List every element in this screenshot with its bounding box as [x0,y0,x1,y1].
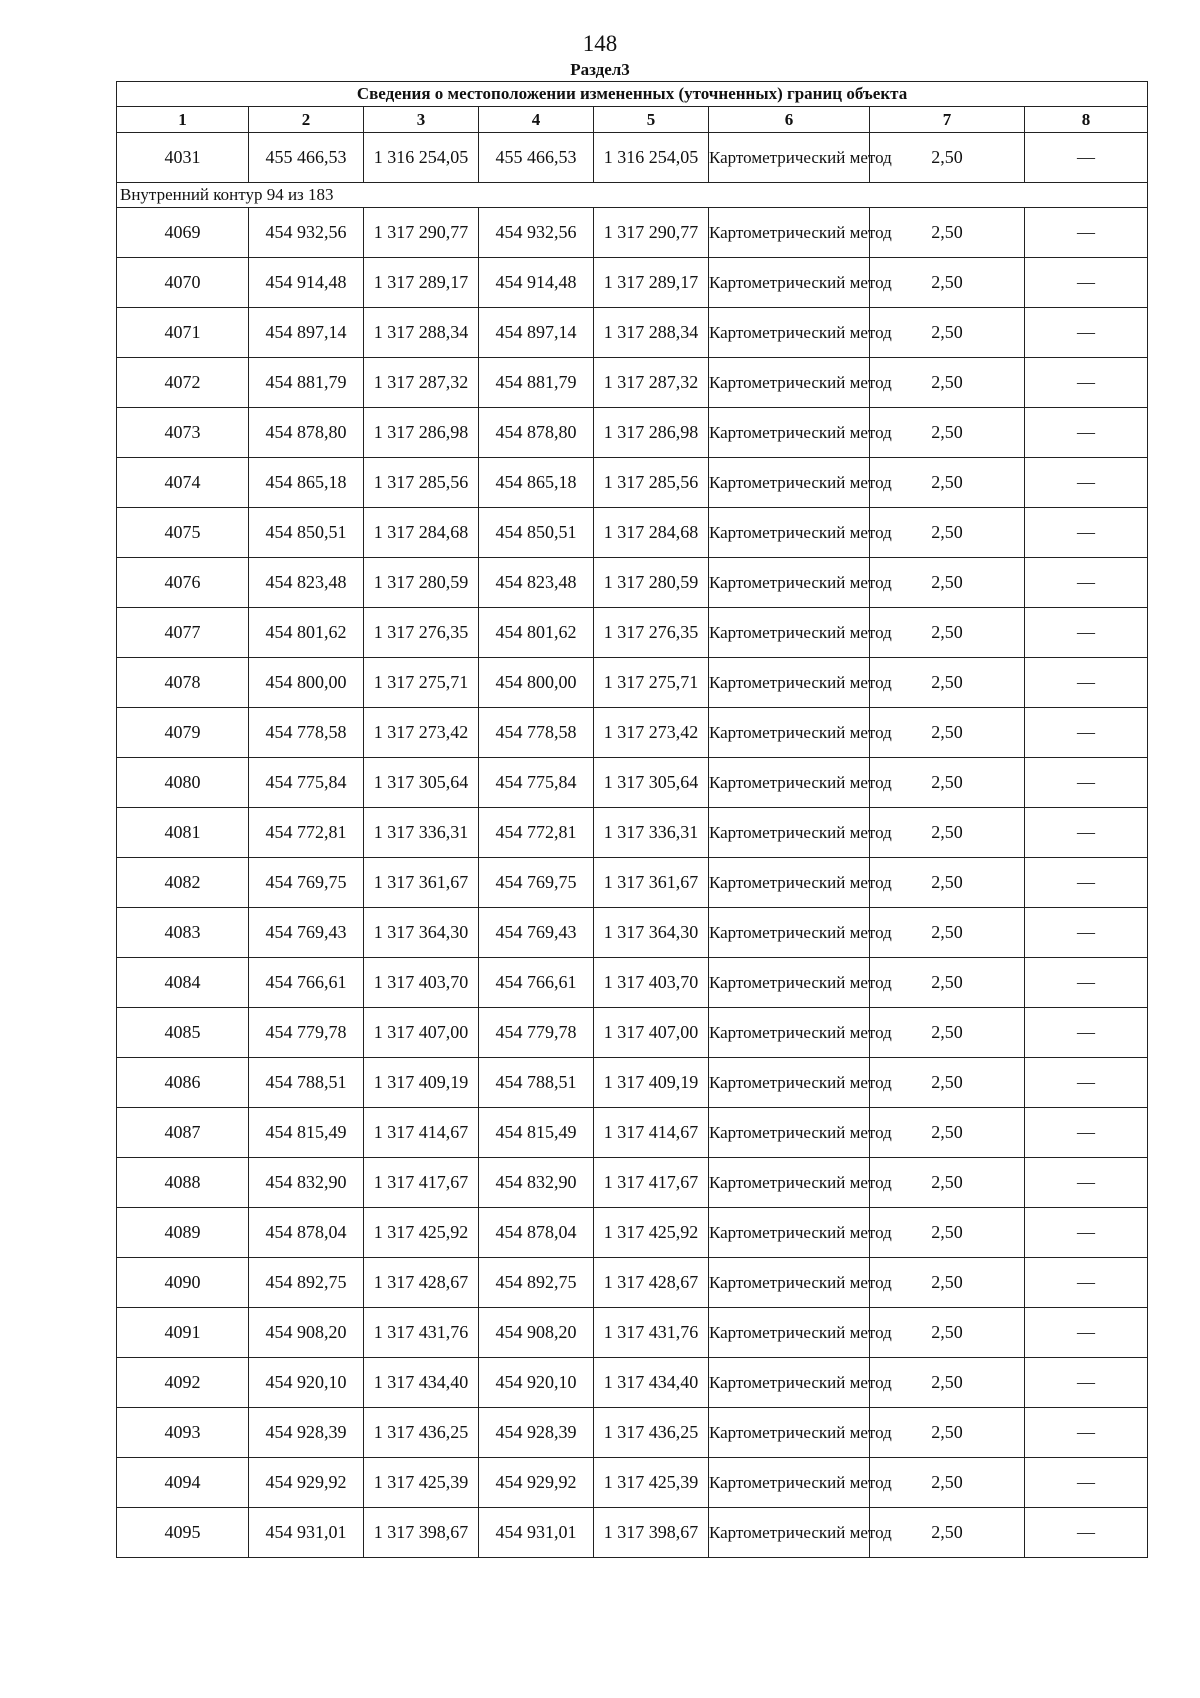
boundary-coordinates-table [116,81,1148,1558]
x-existing-cell: 454 788,51 [249,1058,364,1108]
point-number-cell: 4086 [117,1058,249,1108]
y-refined-cell: 1 317 436,25 [594,1408,709,1458]
point-number-cell: 4081 [117,808,249,858]
method-cell: Картометрический метод [709,1108,870,1158]
x-refined-cell: 454 865,18 [479,458,594,508]
method-cell: Картометрический метод [709,808,870,858]
point-number-cell: 4093 [117,1408,249,1458]
note-cell: — [1025,408,1148,458]
table-row [117,608,1148,658]
x-refined-cell: 454 878,80 [479,408,594,458]
point-number-cell: 4095 [117,1508,249,1558]
point-number-cell: 4077 [117,608,249,658]
accuracy-cell: 2,50 [870,408,1025,458]
method-cell: Картометрический метод [709,1208,870,1258]
table-row [117,858,1148,908]
note-cell: — [1025,758,1148,808]
note-cell: — [1025,808,1148,858]
table-row [117,208,1148,258]
x-refined-cell: 454 832,90 [479,1158,594,1208]
y-existing-cell: 1 316 254,05 [364,133,479,183]
y-refined-cell: 1 316 254,05 [594,133,709,183]
accuracy-cell: 2,50 [870,508,1025,558]
table-row [117,1058,1148,1108]
y-refined-cell: 1 317 273,42 [594,708,709,758]
note-cell: — [1025,908,1148,958]
method-cell: Картометрический метод [709,1408,870,1458]
table-caption: Сведения о местоположении измененных (уточненных) границ объекта [117,82,1148,107]
point-number-cell: 4074 [117,458,249,508]
note-cell: — [1025,1508,1148,1558]
accuracy-cell: 2,50 [870,1408,1025,1458]
y-refined-cell: 1 317 275,71 [594,658,709,708]
y-existing-cell: 1 317 361,67 [364,858,479,908]
method-cell: Картометрический метод [709,1358,870,1408]
point-number-cell: 4084 [117,958,249,1008]
y-refined-cell: 1 317 417,67 [594,1158,709,1208]
contour-label-row [117,183,1148,208]
point-number-cell: 4092 [117,1358,249,1408]
x-refined-cell: 454 788,51 [479,1058,594,1108]
y-existing-cell: 1 317 289,17 [364,258,479,308]
column-number: 3 [364,107,479,133]
x-existing-cell: 454 931,01 [249,1508,364,1558]
table-body [117,133,1148,1558]
x-refined-cell: 454 815,49 [479,1108,594,1158]
point-number-cell: 4078 [117,658,249,708]
note-cell: — [1025,508,1148,558]
x-refined-cell: 455 466,53 [479,133,594,183]
x-existing-cell: 454 769,43 [249,908,364,958]
y-existing-cell: 1 317 417,67 [364,1158,479,1208]
accuracy-cell: 2,50 [870,708,1025,758]
x-existing-cell: 454 775,84 [249,758,364,808]
x-refined-cell: 454 932,56 [479,208,594,258]
x-refined-cell: 454 801,62 [479,608,594,658]
accuracy-cell: 2,50 [870,258,1025,308]
y-refined-cell: 1 317 280,59 [594,558,709,608]
note-cell: — [1025,1058,1148,1108]
point-number-cell: 4091 [117,1308,249,1358]
y-refined-cell: 1 317 289,17 [594,258,709,308]
method-cell: Картометрический метод [709,1258,870,1308]
x-refined-cell: 454 878,04 [479,1208,594,1258]
table-row [117,658,1148,708]
table-row [117,908,1148,958]
method-cell: Картометрический метод [709,1508,870,1558]
table-row [117,258,1148,308]
y-existing-cell: 1 317 273,42 [364,708,479,758]
x-existing-cell: 454 878,04 [249,1208,364,1258]
y-refined-cell: 1 317 284,68 [594,508,709,558]
x-existing-cell: 454 832,90 [249,1158,364,1208]
method-cell: Картометрический метод [709,558,870,608]
column-number: 8 [1025,107,1148,133]
y-existing-cell: 1 317 398,67 [364,1508,479,1558]
x-refined-cell: 454 931,01 [479,1508,594,1558]
table-row [117,758,1148,808]
table-row [117,1508,1148,1558]
accuracy-cell: 2,50 [870,558,1025,608]
note-cell: — [1025,958,1148,1008]
x-refined-cell: 454 779,78 [479,1008,594,1058]
note-cell: — [1025,658,1148,708]
table-row [117,408,1148,458]
point-number-cell: 4076 [117,558,249,608]
table-row [117,508,1148,558]
y-existing-cell: 1 317 434,40 [364,1358,479,1408]
x-refined-cell: 454 823,48 [479,558,594,608]
y-existing-cell: 1 317 288,34 [364,308,479,358]
point-number-cell: 4069 [117,208,249,258]
accuracy-cell: 2,50 [870,358,1025,408]
table-row [117,308,1148,358]
section-title: Раздел3 [570,60,630,79]
x-refined-cell: 454 920,10 [479,1358,594,1408]
table-row [117,808,1148,858]
method-cell: Картометрический метод [709,133,870,183]
note-cell: — [1025,1408,1148,1458]
method-cell: Картометрический метод [709,658,870,708]
accuracy-cell: 2,50 [870,958,1025,1008]
x-existing-cell: 454 929,92 [249,1458,364,1508]
accuracy-cell: 2,50 [870,1458,1025,1508]
note-cell: — [1025,858,1148,908]
y-existing-cell: 1 317 276,35 [364,608,479,658]
column-number: 6 [709,107,870,133]
x-existing-cell: 454 897,14 [249,308,364,358]
y-refined-cell: 1 317 287,32 [594,358,709,408]
y-existing-cell: 1 317 425,92 [364,1208,479,1258]
method-cell: Картометрический метод [709,208,870,258]
column-number: 1 [117,107,249,133]
x-existing-cell: 454 920,10 [249,1358,364,1408]
point-number-cell: 4090 [117,1258,249,1308]
accuracy-cell: 2,50 [870,1008,1025,1058]
x-refined-cell: 454 914,48 [479,258,594,308]
x-existing-cell: 454 878,80 [249,408,364,458]
point-number-cell: 4031 [117,133,249,183]
x-refined-cell: 454 766,61 [479,958,594,1008]
x-existing-cell: 454 766,61 [249,958,364,1008]
y-existing-cell: 1 317 305,64 [364,758,479,808]
accuracy-cell: 2,50 [870,1158,1025,1208]
contour-label: Внутренний контур 94 из 183 [117,183,1148,208]
table-row [117,1458,1148,1508]
y-refined-cell: 1 317 403,70 [594,958,709,1008]
x-existing-cell: 454 815,49 [249,1108,364,1158]
y-refined-cell: 1 317 276,35 [594,608,709,658]
method-cell: Картометрический метод [709,258,870,308]
accuracy-cell: 2,50 [870,858,1025,908]
y-existing-cell: 1 317 280,59 [364,558,479,608]
method-cell: Картометрический метод [709,408,870,458]
y-refined-cell: 1 317 285,56 [594,458,709,508]
point-number-cell: 4094 [117,1458,249,1508]
note-cell: — [1025,608,1148,658]
column-number: 2 [249,107,364,133]
note-cell: — [1025,1308,1148,1358]
y-existing-cell: 1 317 403,70 [364,958,479,1008]
accuracy-cell: 2,50 [870,208,1025,258]
note-cell: — [1025,1158,1148,1208]
note-cell: — [1025,708,1148,758]
accuracy-cell: 2,50 [870,908,1025,958]
x-existing-cell: 454 928,39 [249,1408,364,1458]
x-existing-cell: 454 772,81 [249,808,364,858]
y-existing-cell: 1 317 407,00 [364,1008,479,1058]
accuracy-cell: 2,50 [870,1508,1025,1558]
y-refined-cell: 1 317 414,67 [594,1108,709,1158]
table-row [117,458,1148,508]
y-refined-cell: 1 317 288,34 [594,308,709,358]
y-existing-cell: 1 317 414,67 [364,1108,479,1158]
point-number-cell: 4080 [117,758,249,808]
x-existing-cell: 455 466,53 [249,133,364,183]
table-row [117,1158,1148,1208]
y-refined-cell: 1 317 428,67 [594,1258,709,1308]
page-number: 148 [582,31,618,56]
x-refined-cell: 454 928,39 [479,1408,594,1458]
method-cell: Картометрический метод [709,1458,870,1508]
y-refined-cell: 1 317 409,19 [594,1058,709,1108]
x-existing-cell: 454 908,20 [249,1308,364,1358]
accuracy-cell: 2,50 [870,608,1025,658]
x-refined-cell: 454 772,81 [479,808,594,858]
point-number-cell: 4089 [117,1208,249,1258]
point-number-cell: 4072 [117,358,249,408]
note-cell: — [1025,1008,1148,1058]
note-cell: — [1025,208,1148,258]
note-cell: — [1025,1208,1148,1258]
point-number-cell: 4079 [117,708,249,758]
accuracy-cell: 2,50 [870,658,1025,708]
method-cell: Картометрический метод [709,858,870,908]
x-refined-cell: 454 850,51 [479,508,594,558]
x-refined-cell: 454 769,75 [479,858,594,908]
y-refined-cell: 1 317 364,30 [594,908,709,958]
accuracy-cell: 2,50 [870,1258,1025,1308]
y-existing-cell: 1 317 436,25 [364,1408,479,1458]
x-existing-cell: 454 801,62 [249,608,364,658]
x-refined-cell: 454 892,75 [479,1258,594,1308]
y-refined-cell: 1 317 336,31 [594,808,709,858]
x-existing-cell: 454 865,18 [249,458,364,508]
y-existing-cell: 1 317 336,31 [364,808,479,858]
x-refined-cell: 454 800,00 [479,658,594,708]
y-existing-cell: 1 317 286,98 [364,408,479,458]
table-row [117,958,1148,1008]
table-row [117,708,1148,758]
y-refined-cell: 1 317 305,64 [594,758,709,808]
note-cell: — [1025,458,1148,508]
y-existing-cell: 1 317 284,68 [364,508,479,558]
y-refined-cell: 1 317 434,40 [594,1358,709,1408]
table-row [117,1308,1148,1358]
method-cell: Картометрический метод [709,1058,870,1108]
method-cell: Картометрический метод [709,708,870,758]
y-refined-cell: 1 317 425,92 [594,1208,709,1258]
x-refined-cell: 454 775,84 [479,758,594,808]
accuracy-cell: 2,50 [870,1208,1025,1258]
y-existing-cell: 1 317 409,19 [364,1058,479,1108]
y-existing-cell: 1 317 425,39 [364,1458,479,1508]
accuracy-cell: 2,50 [870,308,1025,358]
method-cell: Картометрический метод [709,908,870,958]
x-existing-cell: 454 800,00 [249,658,364,708]
column-number: 4 [479,107,594,133]
y-existing-cell: 1 317 285,56 [364,458,479,508]
note-cell: — [1025,358,1148,408]
point-number-cell: 4083 [117,908,249,958]
y-refined-cell: 1 317 286,98 [594,408,709,458]
note-cell: — [1025,308,1148,358]
method-cell: Картометрический метод [709,1158,870,1208]
y-existing-cell: 1 317 431,76 [364,1308,479,1358]
accuracy-cell: 2,50 [870,458,1025,508]
x-existing-cell: 454 881,79 [249,358,364,408]
method-cell: Картометрический метод [709,1308,870,1358]
note-cell: — [1025,1258,1148,1308]
y-existing-cell: 1 317 275,71 [364,658,479,708]
x-refined-cell: 454 897,14 [479,308,594,358]
column-number: 7 [870,107,1025,133]
y-refined-cell: 1 317 361,67 [594,858,709,908]
method-cell: Картометрический метод [709,758,870,808]
y-refined-cell: 1 317 425,39 [594,1458,709,1508]
table-row [117,358,1148,408]
x-existing-cell: 454 769,75 [249,858,364,908]
point-number-cell: 4070 [117,258,249,308]
method-cell: Картометрический метод [709,1008,870,1058]
column-number: 5 [594,107,709,133]
point-number-cell: 4087 [117,1108,249,1158]
note-cell: — [1025,133,1148,183]
point-number-cell: 4088 [117,1158,249,1208]
y-existing-cell: 1 317 364,30 [364,908,479,958]
x-existing-cell: 454 892,75 [249,1258,364,1308]
method-cell: Картометрический метод [709,958,870,1008]
table-row [117,1208,1148,1258]
table-row [117,1408,1148,1458]
method-cell: Картометрический метод [709,358,870,408]
y-existing-cell: 1 317 428,67 [364,1258,479,1308]
y-refined-cell: 1 317 290,77 [594,208,709,258]
y-refined-cell: 1 317 431,76 [594,1308,709,1358]
y-existing-cell: 1 317 287,32 [364,358,479,408]
x-existing-cell: 454 914,48 [249,258,364,308]
y-refined-cell: 1 317 407,00 [594,1008,709,1058]
x-refined-cell: 454 769,43 [479,908,594,958]
y-refined-cell: 1 317 398,67 [594,1508,709,1558]
column-number-row [117,107,1148,133]
accuracy-cell: 2,50 [870,133,1025,183]
x-existing-cell: 454 779,78 [249,1008,364,1058]
point-number-cell: 4082 [117,858,249,908]
accuracy-cell: 2,50 [870,1058,1025,1108]
accuracy-cell: 2,50 [870,1108,1025,1158]
x-existing-cell: 454 823,48 [249,558,364,608]
table-row [117,558,1148,608]
x-refined-cell: 454 778,58 [479,708,594,758]
table-row [117,1258,1148,1308]
x-refined-cell: 454 908,20 [479,1308,594,1358]
method-cell: Картометрический метод [709,308,870,358]
note-cell: — [1025,1358,1148,1408]
accuracy-cell: 2,50 [870,758,1025,808]
table-row [117,1358,1148,1408]
x-existing-cell: 454 850,51 [249,508,364,558]
method-cell: Картометрический метод [709,608,870,658]
x-existing-cell: 454 932,56 [249,208,364,258]
note-cell: — [1025,558,1148,608]
table-row [117,1108,1148,1158]
accuracy-cell: 2,50 [870,808,1025,858]
table-row [117,133,1148,183]
x-refined-cell: 454 929,92 [479,1458,594,1508]
note-cell: — [1025,1458,1148,1508]
note-cell: — [1025,258,1148,308]
note-cell: — [1025,1108,1148,1158]
point-number-cell: 4085 [117,1008,249,1058]
table-row [117,1008,1148,1058]
method-cell: Картометрический метод [709,458,870,508]
x-existing-cell: 454 778,58 [249,708,364,758]
point-number-cell: 4075 [117,508,249,558]
point-number-cell: 4071 [117,308,249,358]
method-cell: Картометрический метод [709,508,870,558]
x-refined-cell: 454 881,79 [479,358,594,408]
accuracy-cell: 2,50 [870,1358,1025,1408]
point-number-cell: 4073 [117,408,249,458]
accuracy-cell: 2,50 [870,1308,1025,1358]
y-existing-cell: 1 317 290,77 [364,208,479,258]
